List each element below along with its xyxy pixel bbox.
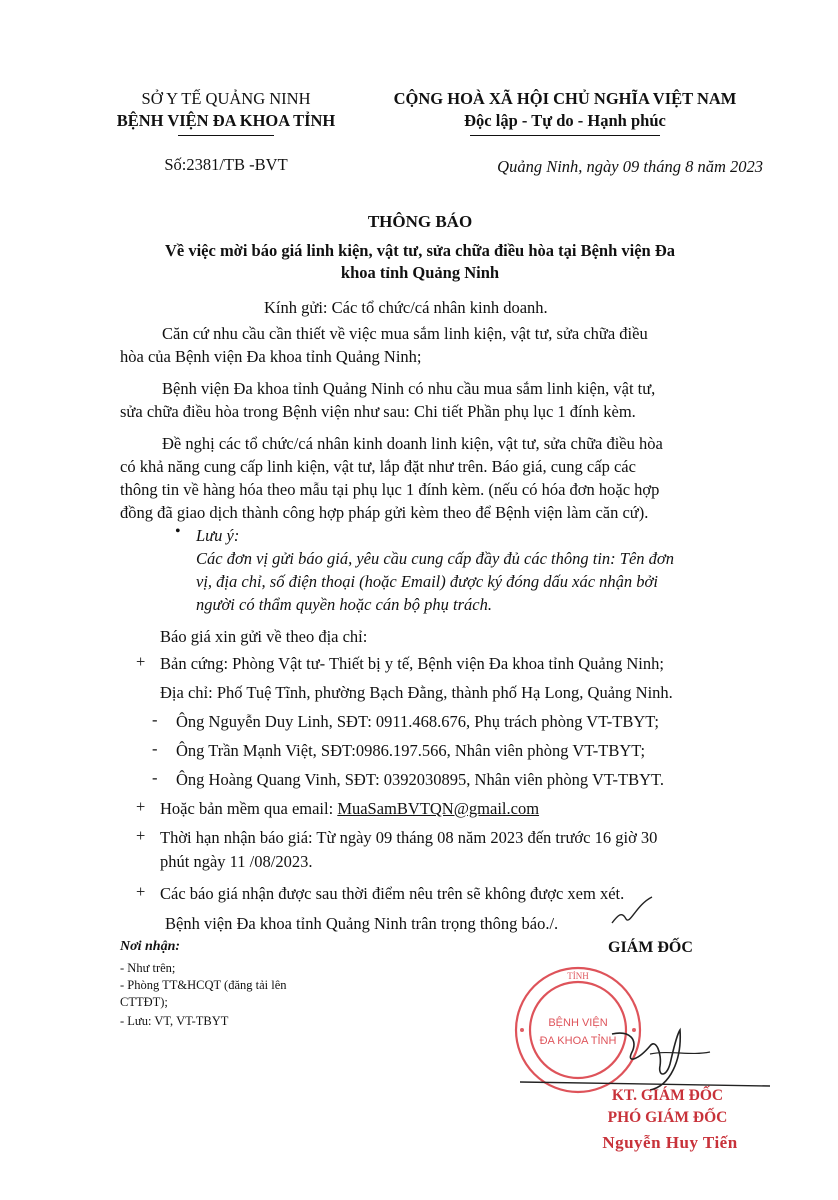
plus-icon: + [136,826,146,845]
recipient-2-line-1: - Phòng TT&HCQT (đăng tải lên [120,978,287,992]
country-name: CỘNG HOÀ XÃ HỘI CHỦ NGHĨA VIỆT NAM [393,89,737,108]
dash-icon: - [152,710,158,729]
soft-copy-line [160,797,539,820]
recipient-3: - Lưu: VT, VT-TBYT [120,1014,229,1028]
plus-icon: + [136,882,146,901]
recipient-2-line-2: CTTĐT); [120,995,168,1009]
org-name: BỆNH VIỆN ĐA KHOA TỈNH [116,111,336,130]
note-line-1: Các đơn vị gửi báo giá, yêu cầu cung cấp đầy đủ các thông tin: Tên đơn [196,549,674,568]
bullet-icon: • [175,523,181,540]
contact-3: Ông Hoàng Quang Vinh, SĐT: 0392030895, Nhân viên phòng VT-TBYT. [176,770,664,789]
subject-line-1: Về việc mời báo giá linh kiện, vật tư, sửa chữa điều hòa tại Bệnh viện Đa [164,241,676,260]
greeting: Kính gửi: Các tổ chức/cá nhân kinh doanh. [264,298,548,317]
p3-line-3: thông tin về hàng hóa theo mẫu tại phụ lục 1 đính kèm. (nếu có hóa đơn hoặc hợp [120,480,660,499]
p3-line-2: có khả năng cung cấp linh kiện, vật tư, lắp đặt như trên. Báo giá, cung cấp các [120,457,636,476]
doc-title: THÔNG BÁO [367,212,473,231]
doc-number: Số:2381/TB -BVT [164,155,288,174]
deadline-line-2: phút ngày 11 /08/2023. [160,852,313,871]
initial-mark [608,893,658,929]
header-left-underline [178,135,274,136]
soft-copy-prefix: Hoặc bản mềm qua email: [160,799,338,818]
closing: Bệnh viện Đa khoa tỉnh Quảng Ninh trân trọng thông báo./. [165,914,559,933]
signature-position: GIÁM ĐỐC [608,939,693,956]
note-line-3: người có thẩm quyền hoặc cán bộ phụ trách. [196,595,492,614]
stamp-line-1: BỆNH VIỆN [548,1017,608,1029]
handwritten-signature [520,990,780,1100]
org-parent: SỞ Y TẾ QUẢNG NINH [141,89,311,108]
email-link[interactable]: MuaSamBVTQN@gmail.com [337,799,540,818]
hard-copy: Bản cứng: Phòng Vật tư- Thiết bị y tế, Bệnh viện Đa khoa tỉnh Quảng Ninh; [160,654,664,673]
deputy-title: PHÓ GIÁM ĐỐC [607,1109,728,1126]
motto: Độc lập - Tự do - Hạnh phúc [464,111,666,130]
send-to: Báo giá xin gửi về theo địa chỉ: [160,627,368,646]
late-note: Các báo giá nhận được sau thời điểm nêu trên sẽ không được xem xét. [160,884,625,903]
place-date: Quảng Ninh, ngày 09 tháng 8 năm 2023 [497,157,763,176]
p2-line-1: Bệnh viện Đa khoa tỉnh Quảng Ninh có nhu cầu mua sắm linh kiện, vật tư, [162,379,656,398]
p2-line-2: sửa chữa điều hòa trong Bệnh viện như sau: Chi tiết Phần phụ lục 1 đính kèm. [120,402,636,421]
note-line-2: vị, địa chỉ, số điện thoại (hoặc Email) được ký đóng dấu xác nhận bởi [196,572,658,591]
note-title: Lưu ý: [196,526,240,545]
address: Địa chỉ: Phố Tuệ Tĩnh, phường Bạch Đằng, thành phố Hạ Long, Quảng Ninh. [160,683,673,702]
contact-1: Ông Nguyễn Duy Linh, SĐT: 0911.468.676, Phụ trách phòng VT-TBYT; [176,712,660,731]
on-behalf-label: KT. GIÁM ĐỐC [611,1087,724,1104]
recipients-heading: Nơi nhận: [120,939,181,954]
stamp-top-text: TỈNH [567,971,589,981]
deadline-line-1: Thời hạn nhận báo giá: Từ ngày 09 tháng 08 năm 2023 đến trước 16 giờ 30 [160,828,658,847]
p3-line-4: đồng đã giao dịch thành công hợp pháp gửi kèm theo để Bệnh viện làm căn cứ). [120,503,649,522]
plus-icon: + [136,797,146,816]
stamp-line-2: ĐA KHOA TỈNH [539,1035,617,1047]
plus-icon: + [136,652,146,671]
subject-line-2: khoa tỉnh Quảng Ninh [340,263,500,282]
recipient-1: - Như trên; [120,961,176,975]
dash-icon: - [152,739,158,758]
header-right-underline [470,135,660,136]
p3-line-1: Đề nghị các tổ chức/cá nhân kinh doanh linh kiện, vật tư, sửa chữa điều hòa [162,434,663,453]
p1-line-1: Căn cứ nhu cầu cần thiết về việc mua sắm linh kiện, vật tư, sửa chữa điều [162,324,648,343]
signer-name: Nguyễn Huy Tiến [602,1133,738,1152]
dash-icon: - [152,768,158,787]
contact-2: Ông Trần Mạnh Việt, SĐT:0986.197.566, Nhân viên phòng VT-TBYT; [176,741,646,760]
p1-line-2: hòa của Bệnh viện Đa khoa tỉnh Quảng Ninh; [120,347,422,366]
